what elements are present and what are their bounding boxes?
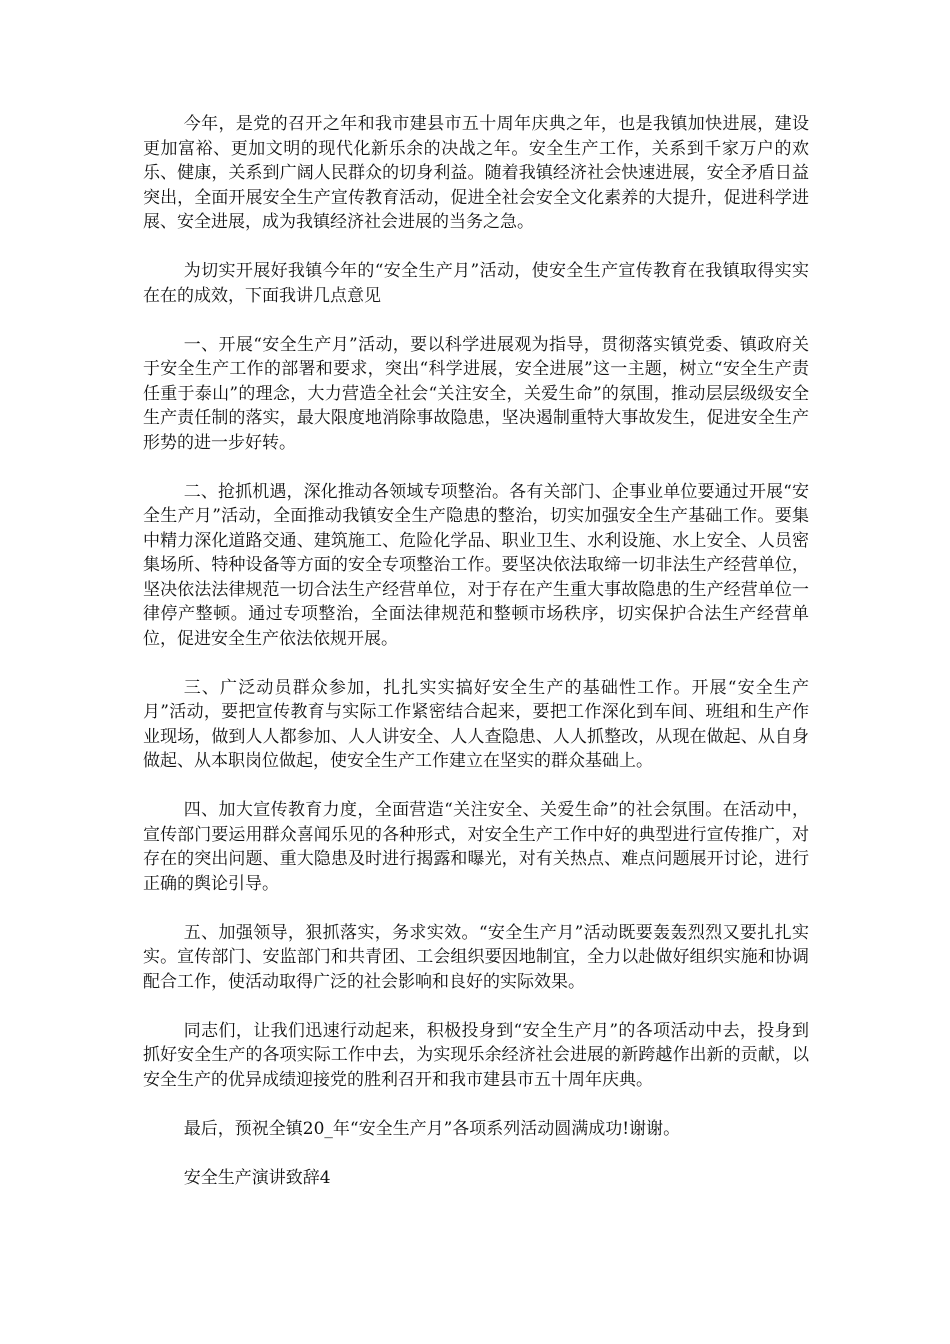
paragraph-closing: 最后，预祝全镇20_年“安全生产月”各项系列活动圆满成功!谢谢。 <box>183 1118 681 1139</box>
paragraph-opening: 今年，是党的召开之年和我市建县市五十周年庆典之年，也是我镇加快进展，建设更加富裕、更加文明的现代化新乐余的决战之年。安全生产工作，关系到千家万户的欢乐、健康，关系到广阔人民群众的切身利益。随着我镇经济社会快速进展，安全矛盾日益突出，全面开展安全生产宣传教育活动，促进全社会安全文化素养的大提升，促进科学进展、安全进展，成为我镇经济社会进展的当务之急。 <box>143 114 809 232</box>
paragraph-point-2: 二、抢抓机遇，深化推动各领域专项整治。各有关部门、企事业单位要通过开展“安全生产月”活动，全面推动我镇安全生产隐患的整治，切实加强安全生产基础工作。要集中精力深化道路交通、建筑施工、危险化学品、职业卫生、水利设施、水上安全、人员密集场所、特种设备等方面的安全专项整治工作。要坚决依法取缔一切非法生产经营单位，坚决依法法律规范一切合法生产经营单位，对于存在产生重大事故隐患的生产经营单位一律停产整顿。通过专项整治，全面法律规范和整顿市场秩序，切实保护合法生产经营单位，促进安全生产依法依规开展。 <box>143 481 809 649</box>
paragraph-intro: 为切实开展好我镇今年的“安全生产月”活动，使安全生产宣传教育在我镇取得实实在在的成效，下面我讲几点意见 <box>143 261 809 306</box>
paragraph-point-4: 四、加大宣传教育力度，全面营造“关注安全、关爱生命”的社会氛围。在活动中，宣传部门要运用群众喜闻乐见的各种形式，对安全生产工作中好的典型进行宣传推广，对存在的突出问题、重大隐患及时进行揭露和曝光，对有关热点、难点问题展开讨论，进行正确的舆论引导。 <box>143 800 809 894</box>
paragraph-point-3: 三、广泛动员群众参加，扎扎实实搞好安全生产的基础性工作。开展“安全生产月”活动，要把宣传教育与实际工作紧密结合起来，要把工作深化到车间、班组和生产作业现场，做到人人都参加、人人讲安全、人人查隐患、人人抓整改，从现在做起、从自身做起、从本职岗位做起，使安全生产工作建立在坚实的群众基础上。 <box>143 677 809 771</box>
next-section-heading: 安全生产演讲致辞4 <box>183 1167 331 1188</box>
paragraph-point-1: 一、开展“安全生产月”活动，要以科学进展观为指导，贯彻落实镇党委、镇政府关于安全生产工作的部署和要求，突出“科学进展，安全进展”这一主题，树立“安全生产责任重于泰山”的理念，大力营造全社会“关注安全，关爱生命”的氛围，推动层层级级安全生产责任制的落实，最大限度地消除事故隐患，坚决遏制重特大事故发生，促进安全生产形势的进一步好转。 <box>143 334 809 453</box>
paragraph-point-5: 五、加强领导，狠抓落实，务求实效。“安全生产月”活动既要轰轰烈烈又要扎扎实实。宣传部门、安监部门和共青团、工会组织要因地制宜，全力以赴做好组织实施和协调配合工作，使活动取得广泛的社会影响和良好的实际效果。 <box>143 922 809 992</box>
paragraph-call-to-action: 同志们，让我们迅速行动起来，积极投身到“安全生产月”的各项活动中去，投身到抓好安全生产的各项实际工作中去，为实现乐余经济社会进展的新跨越作出新的贡献，以安全生产的优异成绩迎接党的胜利召开和我市建县市五十周年庆典。 <box>143 1020 809 1090</box>
document-body <box>143 112 809 1190</box>
